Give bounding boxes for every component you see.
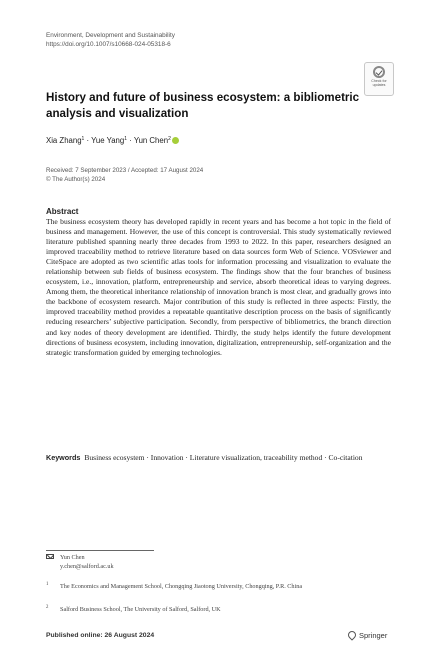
author-affiliation-mark: 1 [124, 136, 128, 142]
keywords-block [46, 453, 376, 463]
author-separator: · [127, 136, 134, 145]
received-accepted-dates: Received: 7 September 2023 / Accepted: 17 August 2024 [46, 167, 204, 174]
publisher-logo [348, 631, 387, 640]
corresponding-author-email[interactable]: y.chen@salford.ac.uk [60, 562, 114, 570]
affiliation-number: 1 [46, 582, 49, 587]
mail-icon [46, 554, 54, 559]
footnote-divider [46, 550, 154, 551]
affiliation-item [46, 606, 376, 615]
affiliation-item [46, 583, 376, 592]
springer-horse-icon [346, 629, 357, 640]
publisher-name: Springer [359, 631, 388, 640]
journal-name: Environment, Development and Sustainability [46, 32, 175, 39]
publication-dates [46, 167, 203, 184]
check-for-updates-line2: updates [372, 83, 386, 87]
check-for-updates-icon [373, 66, 385, 78]
correspondence-block [46, 554, 114, 571]
check-for-updates-badge[interactable] [364, 62, 394, 96]
corresponding-author-name: Yun Chen [60, 554, 85, 561]
author-list [46, 136, 179, 145]
author-name[interactable]: Xia Zhang [46, 136, 82, 145]
copyright-notice: © The Author(s) 2024 [46, 175, 106, 183]
author-name[interactable]: Yue Yang [91, 136, 125, 145]
published-online-date: Published online: 26 August 2024 [46, 632, 155, 639]
affiliation-text: The Economics and Management School, Chongqing Jiaotong University, Chongqing, P.R. China [60, 583, 303, 590]
author-separator: · [84, 136, 92, 145]
journal-header [46, 31, 175, 49]
author-affiliation-mark: 1 [81, 136, 85, 142]
abstract-text: The business ecosystem theory has developed rapidly in recent years and has become a hot topic in the field of business and management. However, the use of this concept is controversial. This study systematically reviewed literature published spanning nearly three decades from 1993 to 2022. In this paper, researchers designed an improved traceability method to retrieve literature based on data sources form Web of Science. VOSviewer and CiteSpace are adopted as two scientific atlas tools for information processing and visualization to evaluate the relationship between sub fields of business ecosystem. The findings show that the four branches of business ecosystem, i.e., innovation, platform, entrepreneurship and service, absorb theoretical ideas to varying degrees. Among them, the theoretical inheritance relationship of innovation branch is most clear, and gradually grows into the backbone of ecosystem research. Major contribution of this study is reflected in three aspects: Firstly, the improved traceability method provides a repeatable quantitative description process on the basis of significantly reducing researchers’ subjective participation. Secondly, from perspective of bibliometrics, the branch direction and key nodes of theory development are identified. Thirdly, the study helps identify the future development directions of business ecosystem, including innovation, digitalization, entrepreneurship, self-organization and the strategic transformation guided by emerging technologies. [46, 217, 391, 357]
orcid-icon[interactable] [172, 137, 179, 144]
paper-title: History and future of business ecosystem: a bibliometric analysis and visualization [46, 91, 360, 120]
check-for-updates-line1: Check for [371, 79, 387, 83]
affiliation-text: Salford Business School, The University of Salford, Salford, UK [60, 606, 221, 613]
abstract-heading: Abstract [46, 207, 79, 216]
affiliation-number: 2 [46, 605, 49, 610]
author-affiliation-mark: 2 [168, 136, 171, 142]
author-name[interactable]: Yun Chen [133, 136, 169, 145]
keywords-label: Keywords [46, 453, 81, 462]
keywords-text: Business ecosystem · Innovation · Literature visualization, traceability method · Co-citation [84, 453, 363, 462]
doi-link[interactable]: https://doi.org/10.1007/s10668-024-05318-6 [46, 41, 171, 48]
